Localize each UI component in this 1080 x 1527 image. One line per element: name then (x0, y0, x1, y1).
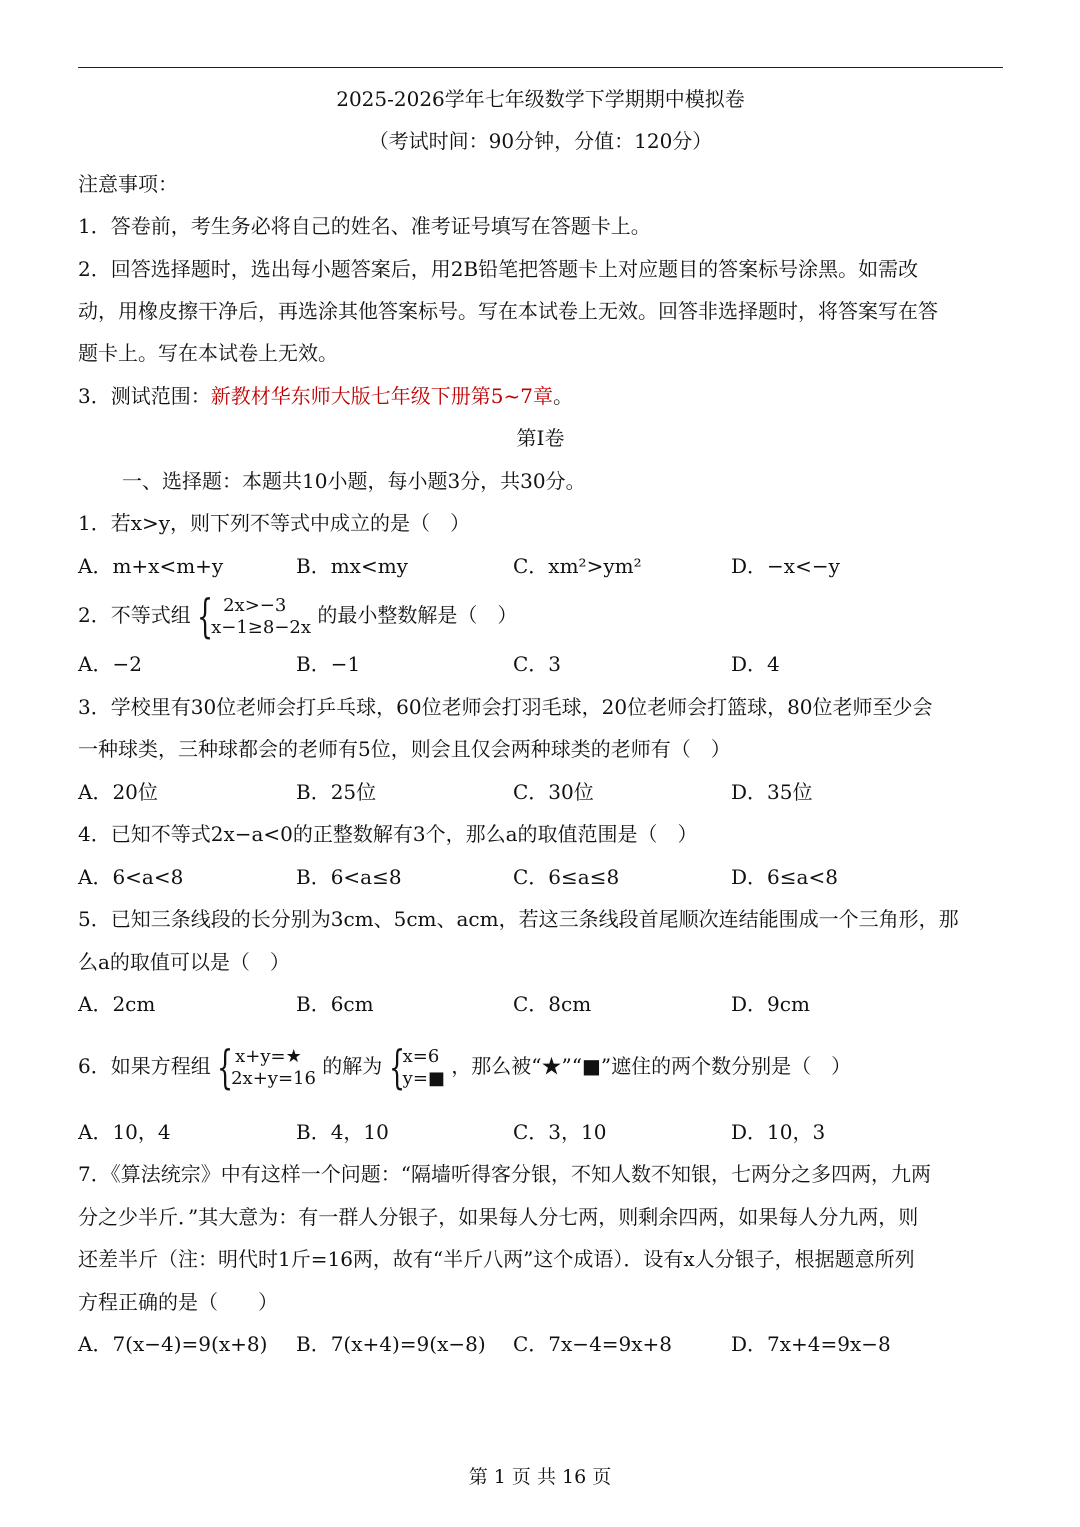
exam-subtitle: （考试时间：90分钟，分值：120分） (368, 129, 713, 153)
q5-option-a[interactable]: A．2cm (78, 992, 156, 1016)
q2-suffix: 的最小整数解是（ ） (317, 603, 518, 627)
notes-heading: 注意事项： (78, 172, 178, 196)
brace-symbol: { (388, 1039, 405, 1094)
q1-option-a[interactable]: A．m+x<m+y (78, 554, 224, 578)
volume-heading: 第Ⅰ卷 (516, 426, 565, 450)
q6-option-b[interactable]: B．4，10 (296, 1120, 389, 1144)
q7-option-d[interactable]: D．7x+4=9x−8 (731, 1332, 891, 1356)
q4-stem: 4．已知不等式2x−a<0的正整数解有3个，那么a的取值范围是（ ） (78, 822, 698, 846)
q2-option-a[interactable]: A．−2 (78, 652, 142, 676)
q6-system-row2: 2x+y=16 (231, 1067, 316, 1089)
q4-option-b[interactable]: B．6<a≤8 (296, 865, 402, 889)
test-scope: 新教材华东师大版七年级下册第5~7章 (210, 384, 553, 408)
q3-stem-line2: 一种球类，三种球都会的老师有5位，则会且仅会两种球类的老师有（ ） (78, 737, 731, 761)
q4-option-c[interactable]: C．6≤a≤8 (513, 865, 620, 889)
q5-stem-line2: 么a的取值可以是（ ） (78, 950, 290, 974)
q3-option-c[interactable]: C．30位 (513, 780, 594, 804)
note-item-3-prefix: 3．测试范围： (78, 384, 211, 408)
q6-option-a[interactable]: A．10，4 (78, 1120, 171, 1144)
note-item-2-line2: 动，用橡皮擦干净后，再选涂其他答案标号。写在本试卷上无效。回答非选择题时，将答案写在答 (78, 299, 938, 323)
top-rule (78, 67, 1003, 68)
q6-solution-row1: x=6 (402, 1045, 440, 1067)
q2-prefix: 2．不等式组 (78, 603, 191, 627)
q5-option-b[interactable]: B．6cm (296, 992, 374, 1016)
q7-option-a[interactable]: A．7(x−4)=9(x+8) (78, 1332, 268, 1356)
q6-option-d[interactable]: D．10，3 (731, 1120, 826, 1144)
note-item-3-suffix: 。 (552, 384, 573, 408)
q4-option-d[interactable]: D．6≤a<8 (731, 865, 838, 889)
q5-option-c[interactable]: C．8cm (513, 992, 592, 1016)
q5-stem-line1: 5．已知三条线段的长分别为3cm、5cm、acm，若这三条线段首尾顺次连结能围成一个三角形，那 (78, 907, 959, 931)
q6-solution-row2: y=■ (402, 1067, 445, 1089)
q6-mid: 的解为 (322, 1054, 383, 1078)
brace-symbol: { (197, 588, 214, 643)
section-heading: 一、选择题：本题共10小题，每小题3分，共30分。 (122, 469, 586, 493)
q3-option-a[interactable]: A．20位 (78, 780, 158, 804)
q7-stem-line4: 方程正确的是（ ） (78, 1290, 278, 1314)
q5-option-d[interactable]: D．9cm (731, 992, 810, 1016)
note-item-3 (78, 382, 573, 410)
q7-option-b[interactable]: B．7(x+4)=9(x−8) (296, 1332, 486, 1356)
page-footer: 第 1 页 共 16 页 (468, 1466, 612, 1488)
note-item-2-line1: 2．回答选择题时，选出每小题答案后，用2B铅笔把答题卡上对应题目的答案标号涂黑。如需改 (78, 257, 919, 281)
q3-option-d[interactable]: D．35位 (731, 780, 813, 804)
q6-system-row1: x+y=★ (235, 1045, 302, 1067)
q1-option-c[interactable]: C．xm²>ym² (513, 554, 642, 578)
q1-stem: 1．若x>y，则下列不等式中成立的是（ ） (78, 511, 471, 535)
q6-suffix: ，那么被“★”“■”遮住的两个数分别是（ ） (451, 1054, 852, 1078)
q1-option-d[interactable]: D．−x<−y (731, 554, 840, 578)
exam-title: 2025-2026学年七年级数学下学期期中模拟卷 (336, 87, 745, 111)
q7-stem-line1: 7．《算法统宗》中有这样一个问题：“隔墙听得客分银，不知人数不知银，七两分之多四两，九两 (78, 1162, 931, 1186)
q7-option-c[interactable]: C．7x−4=9x+8 (513, 1332, 673, 1356)
q6-solution-system (388, 1039, 445, 1094)
note-item-1: 1．答卷前，考生务必将自己的姓名、准考证号填写在答题卡上。 (78, 214, 651, 238)
q7-stem-line2: 分之少半斤．”其大意为：有一群人分银子，如果每人分七两，则剩余四两，如果每人分九两，则 (78, 1205, 919, 1229)
q2-option-d[interactable]: D．4 (731, 652, 780, 676)
q3-stem-line1: 3．学校里有30位老师会打乒乓球，60位老师会打羽毛球，20位老师会打篮球，80位老师至少会 (78, 695, 933, 719)
q2-option-c[interactable]: C．3 (513, 652, 562, 676)
q7-stem-line3: 还差半斤（注：明代时1斤=16两，故有“半斤八两”这个成语）．设有x人分银子，根据题意所列 (78, 1247, 915, 1271)
q6-stem (78, 1039, 852, 1094)
q6-prefix: 6．如果方程组 (78, 1054, 211, 1078)
q2-inequality-system (197, 588, 311, 643)
brace-symbol: { (217, 1039, 234, 1094)
q6-option-c[interactable]: C．3，10 (513, 1120, 607, 1144)
q2-system-row1: 2x>−3 (223, 594, 287, 616)
q6-equation-system (217, 1039, 316, 1094)
q2-stem (78, 588, 518, 643)
q3-option-b[interactable]: B．25位 (296, 780, 377, 804)
q4-option-a[interactable]: A．6<a<8 (78, 865, 184, 889)
q1-option-b[interactable]: B．mx<my (296, 554, 408, 578)
note-item-2-line3: 题卡上。写在本试卷上无效。 (78, 341, 338, 365)
q2-option-b[interactable]: B．−1 (296, 652, 361, 676)
q2-system-row2: x−1≥8−2x (211, 616, 311, 638)
